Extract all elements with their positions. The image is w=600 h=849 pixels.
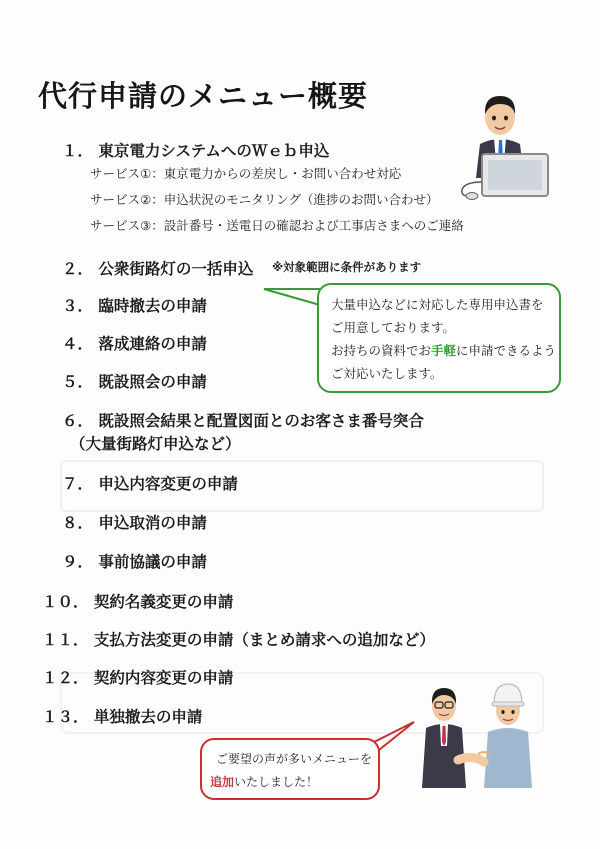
red-callout xyxy=(200,738,380,800)
menu-item-number: １３． xyxy=(42,708,89,726)
menu-item-label: 既設照会結果と配置図面とのお客さま番号突合 xyxy=(98,412,424,430)
red-callout-line-2: 追加いたしました！ xyxy=(210,775,319,789)
green-callout-tail xyxy=(262,285,322,309)
menu-item-label: 申込内容変更の申請 xyxy=(98,475,238,493)
green-callout-line-3: お持ちの資料でお手軽に申請できるよう xyxy=(331,343,557,358)
menu-item-7 xyxy=(62,472,238,494)
menu-item-number: ３． xyxy=(62,297,94,315)
menu-item-label: 事前協議の申請 xyxy=(98,553,207,571)
menu-item-8 xyxy=(62,511,207,533)
menu-item-number: ６． xyxy=(62,412,94,430)
menu-item-label: 落成連絡の申請 xyxy=(98,335,207,353)
menu-item-label: 契約名義変更の申請 xyxy=(93,593,234,611)
menu-item-2 xyxy=(62,257,253,279)
menu-item-label: 公衆街路灯の一括申込 xyxy=(98,260,254,278)
menu-item-number: ５． xyxy=(62,373,94,391)
menu-item-number: １２． xyxy=(42,669,89,687)
menu-item-3 xyxy=(62,294,207,316)
menu-item-label: 単独撤去の申請 xyxy=(93,708,203,726)
menu-item-6 xyxy=(62,409,424,431)
menu-item-number: １１． xyxy=(42,631,89,649)
menu-item-number: １． xyxy=(62,142,94,160)
emphasis-added: 追加 xyxy=(210,775,235,789)
item-2-condition-note: ※対象範囲に条件があります xyxy=(272,260,422,274)
menu-item-11 xyxy=(42,628,435,650)
menu-item-9 xyxy=(62,550,207,572)
menu-item-label: 申込取消の申請 xyxy=(98,514,207,532)
menu-item-10 xyxy=(42,590,233,612)
menu-item-number: ２． xyxy=(62,260,94,278)
menu-item-number: ４． xyxy=(62,335,94,353)
menu-item-label: 既設照会の申請 xyxy=(98,373,207,391)
menu-item-number: ８． xyxy=(62,514,94,532)
green-callout-line-4: ご対応いたします。 xyxy=(331,366,443,381)
menu-item-number: ７． xyxy=(62,475,94,493)
menu-item-6-subtext: （大量街路灯申込など） xyxy=(70,435,241,453)
menu-item-label: 臨時撤去の申請 xyxy=(98,297,207,315)
green-callout-line-1: 大量申込などに対応した専用申込書を xyxy=(331,297,544,312)
menu-item-label: 支払方法変更の申請（まとめ請求への追加など） xyxy=(93,631,435,649)
red-callout-line-1: ご要望の声が多いメニューを xyxy=(216,752,373,766)
emphasis-easy: 手軽 xyxy=(431,343,457,358)
menu-item-number: ９． xyxy=(62,553,94,571)
businessman-at-computer-icon xyxy=(452,82,560,200)
handshake-illustration xyxy=(418,676,538,788)
menu-item-5 xyxy=(62,370,207,392)
menu-item-label: 東京電力システムへのＷｅｂ申込 xyxy=(98,142,330,160)
service-2: サービス②：申込状況のモニタリング（進捗のお問い合わせ） xyxy=(90,192,439,207)
green-callout xyxy=(317,283,561,393)
menu-item-label: 契約内容変更の申請 xyxy=(93,669,234,687)
menu-item-number: １０． xyxy=(42,593,89,611)
page-title: 代行申請のメニュー概要 xyxy=(38,79,369,113)
menu-item-13 xyxy=(42,705,202,727)
green-callout-line-2: ご用意しております。 xyxy=(331,320,456,335)
menu-item-1 xyxy=(62,139,329,161)
service-1: サービス①：東京電力からの差戻し・お問い合わせ対応 xyxy=(90,166,402,181)
menu-item-12 xyxy=(42,666,233,688)
menu-item-4 xyxy=(62,332,207,354)
service-3: サービス③：設計番号・送電日の確認および工事店さまへのご連絡 xyxy=(90,218,464,233)
